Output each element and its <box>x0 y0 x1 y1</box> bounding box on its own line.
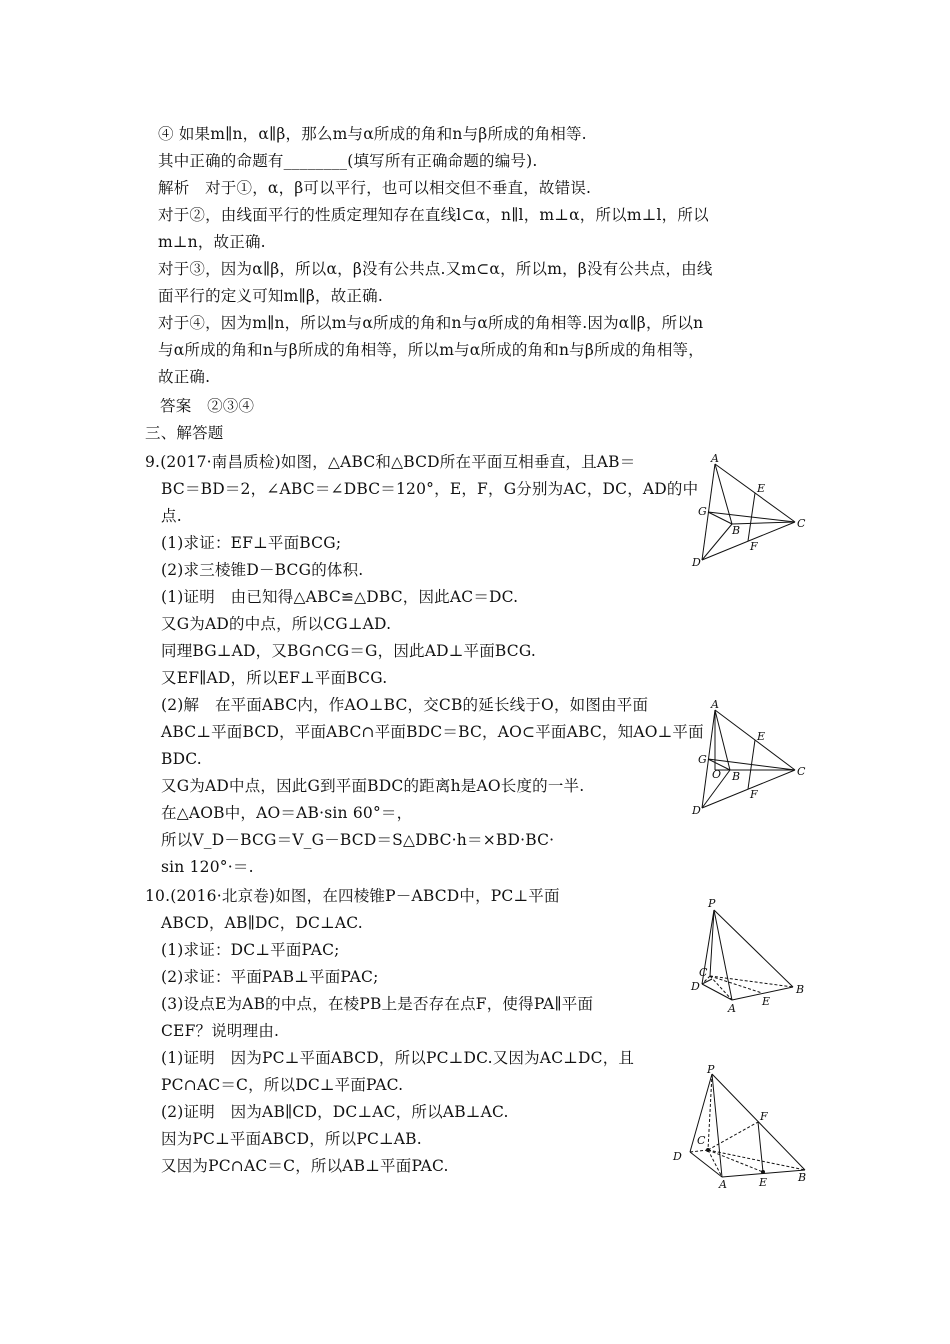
figure-label: D <box>692 804 701 817</box>
text-line: (3)设点E为AB的中点，在棱PB上是否存在点F，使得PA∥平面 <box>161 995 594 1013</box>
figure-label: B <box>796 983 805 996</box>
figure-label: B <box>798 1171 807 1184</box>
text-line: ABC⊥平面BCD，平面ABC∩平面BDC＝BC，AO⊂平面ABC，知AO⊥平面 <box>161 723 704 741</box>
tetrahedron-figure-2 <box>690 698 815 820</box>
text-line: PC∩AC＝C，所以DC⊥平面PAC. <box>161 1076 404 1094</box>
text-line: 解析 对于①，α，β可以平行，也可以相交但不垂直，故错误. <box>158 179 592 197</box>
figure-label: A <box>719 1178 727 1191</box>
figure-label: F <box>750 788 758 801</box>
text-line: 与α所成的角和n与β所成的角相等，所以m与α所成的角和n与β所成的角相等， <box>158 341 704 359</box>
text-line: 对于④，因为m∥n，所以m与α所成的角和n与α所成的角相等.因为α∥β，所以n <box>158 314 704 332</box>
text-line: 对于③，因为α∥β，所以α，β没有公共点.又m⊂α，所以m，β没有公共点，由线 <box>158 260 713 278</box>
problem-10-line: 10.(2016·北京卷)如图，在四棱锥P－ABCD中，PC⊥平面 <box>145 887 560 905</box>
figure-label: E <box>757 482 766 495</box>
text-line: BDC. <box>161 750 202 768</box>
text-line: 对于②，由线面平行的性质定理知存在直线l⊂α，n∥l，m⊥α，所以m⊥l，所以 <box>158 206 709 224</box>
text-line: 又G为AD的中点，所以CG⊥AD. <box>161 615 392 633</box>
pyramid-figure-2 <box>670 1062 820 1192</box>
figure-label: B <box>732 524 741 537</box>
text-line: 因为PC⊥平面ABCD，所以PC⊥AB. <box>161 1130 422 1148</box>
figure-label: F <box>760 1110 768 1123</box>
text-line: 点. <box>161 507 182 525</box>
figure-label: E <box>762 995 771 1008</box>
text-line: 又因为PC∩AC＝C，所以AB⊥平面PAC. <box>161 1157 449 1175</box>
figure-label: A <box>711 452 719 465</box>
pyramid-figure-1 <box>688 896 820 1021</box>
text-line: 在△AOB中，AO＝AB·sin 60°＝， <box>161 804 413 822</box>
text-line: (1)证明 因为PC⊥平面ABCD，所以PC⊥DC.又因为AC⊥DC，且 <box>161 1049 635 1067</box>
figure-label: C <box>697 1134 706 1147</box>
figure-label: C <box>797 765 806 778</box>
figure-label: P <box>707 1063 715 1076</box>
figure-label: E <box>759 1176 768 1189</box>
figure-label: G <box>698 505 707 518</box>
text-line: (1)求证：DC⊥平面PAC; <box>161 941 340 959</box>
text-line: (1)证明 由已知得△ABC≌△DBC，因此AC＝DC. <box>161 588 519 606</box>
text-line: CEF？说明理由. <box>161 1022 280 1040</box>
text-line: 又EF∥AD，所以EF⊥平面BCG. <box>161 669 388 687</box>
figure-label: O <box>712 768 722 781</box>
figure-label: D <box>673 1150 682 1163</box>
text-line: (2)解 在平面ABC内，作AO⊥BC，交CB的延长线于O，如图由平面 <box>161 696 649 714</box>
figure-label: C <box>699 966 708 979</box>
tetrahedron-figure-1 <box>690 452 815 572</box>
problem-9-line: 9.(2017·南昌质检)如图，△ABC和△BCD所在平面互相垂直，且AB＝ <box>145 453 636 471</box>
answer-line: 答案 ②③④ <box>160 397 255 415</box>
text-line: 其中正确的命题有________(填写所有正确命题的编号). <box>158 152 538 170</box>
figure-label: G <box>698 753 707 766</box>
figure-label: P <box>708 897 716 910</box>
text-line: 故正确. <box>158 368 211 386</box>
figure-label: A <box>728 1002 736 1015</box>
figure-label: D <box>692 556 701 569</box>
figure-label: C <box>797 517 806 530</box>
figure-label: A <box>711 698 719 711</box>
text-line: (1)求证：EF⊥平面BCG; <box>161 534 342 552</box>
text-line: (2)求三棱锥D－BCG的体积. <box>161 561 364 579</box>
text-line: (2)求证：平面PAB⊥平面PAC; <box>161 968 379 986</box>
section-heading: 三、解答题 <box>145 424 224 442</box>
text-line: 所以V_D－BCG＝V_G－BCD＝S△DBC·h＝×BD·BC· <box>161 831 555 849</box>
figure-label: B <box>732 770 741 783</box>
figure-label: F <box>750 540 758 553</box>
text-line: ABCD，AB∥DC，DC⊥AC. <box>161 914 363 932</box>
figure-label: E <box>757 730 766 743</box>
text-line: 面平行的定义可知m∥β，故正确. <box>158 287 383 305</box>
text-line: ④ 如果m∥n，α∥β，那么m与α所成的角和n与β所成的角相等. <box>158 125 587 143</box>
text-line: 又G为AD中点，因此G到平面BDC的距离h是AO长度的一半. <box>161 777 585 795</box>
text-line: 同理BG⊥AD，又BG∩CG＝G，因此AD⊥平面BCG. <box>161 642 537 660</box>
text-line: m⊥n，故正确. <box>158 233 266 251</box>
text-line: (2)证明 因为AB∥CD，DC⊥AC，所以AB⊥AC. <box>161 1103 509 1121</box>
text-line: BC＝BD＝2，∠ABC＝∠DBC＝120°，E，F，G分别为AC，DC，AD的中 <box>161 480 699 498</box>
text-line: sin 120°·＝. <box>161 858 254 876</box>
figure-label: D <box>691 980 700 993</box>
